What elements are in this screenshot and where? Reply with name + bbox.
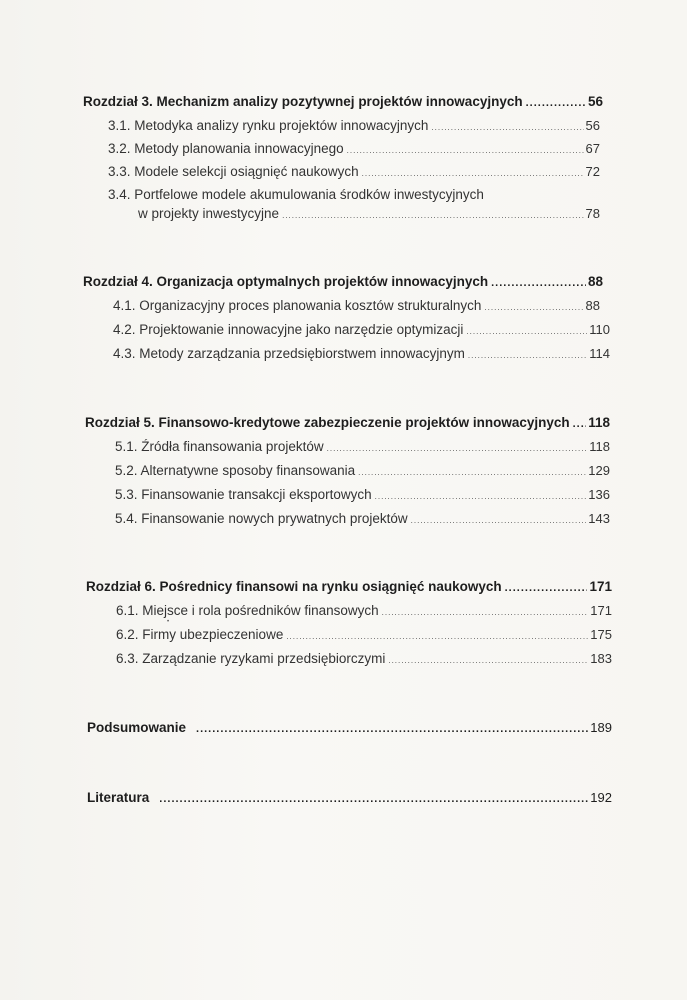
literature-title: Literatura <box>87 790 150 805</box>
dot-leader <box>431 123 583 132</box>
toc-section-6-2[interactable] <box>116 627 612 642</box>
section-title: 3.1. Metodyka analizy rynku projektów innowacyjnych <box>108 118 429 133</box>
toc-section-4-1[interactable] <box>113 298 600 313</box>
toc-chapter-3[interactable] <box>83 94 603 109</box>
toc-section-5-3[interactable] <box>115 487 610 502</box>
section-page: 183 <box>590 651 612 666</box>
section-title: 5.1. Źródła finansowania projektów <box>115 439 324 454</box>
dot-leader <box>159 793 588 805</box>
dot-leader <box>466 327 587 336</box>
section-page: 118 <box>589 439 610 454</box>
toc-section-4-2[interactable] <box>113 322 610 337</box>
toc-section-5-4[interactable] <box>115 511 610 526</box>
dot-leader <box>388 656 588 665</box>
chapter-page: 88 <box>587 274 603 289</box>
section-title: 6.1. Miejsce i rola pośredników finansowych <box>116 603 379 618</box>
section-page: 78 <box>585 206 600 221</box>
chapter-title: Rozdział 5. Finansowo-kredytowe zabezpieczenie projektów innowacyjnych <box>85 415 570 430</box>
section-title: 4.1. Organizacyjny proces planowania kosztów strukturalnych <box>113 298 482 313</box>
chapter-page: 171 <box>589 579 612 594</box>
section-page: 114 <box>589 346 610 361</box>
dot-leader <box>362 169 584 178</box>
section-page: 56 <box>585 118 600 133</box>
summary-page: 189 <box>590 720 612 735</box>
chapter-title: Rozdział 3. Mechanizm analizy pozytywnej projektów innowacyjnych <box>83 94 523 109</box>
dot-leader <box>491 277 586 289</box>
dot-leader <box>327 444 588 453</box>
section-page: 110 <box>589 322 610 337</box>
section-title-continuation: w projekty inwestycyjne <box>138 206 280 221</box>
toc-section-3-1[interactable] <box>108 118 600 133</box>
toc-chapter-4[interactable] <box>83 274 603 289</box>
section-title: 4.3. Metody zarządzania przedsiębiorstwem innowacyjnym <box>113 346 465 361</box>
section-title: 5.3. Finansowanie transakcji eksportowych <box>115 487 372 502</box>
dot-leader <box>382 608 589 617</box>
toc-section-6-3[interactable] <box>116 651 612 666</box>
toc-literature[interactable] <box>87 790 612 805</box>
toc-section-6-1[interactable] <box>116 603 612 618</box>
section-title: 4.2. Projektowanie innowacyjne jako narzędzie optymizacji <box>113 322 464 337</box>
dot-leader <box>347 146 584 155</box>
dot-leader <box>196 723 588 735</box>
toc-section-3-4[interactable] <box>138 206 600 221</box>
section-title: 5.2. Alternatywne sposoby finansowania <box>115 463 356 478</box>
chapter-page: 56 <box>587 94 603 109</box>
dot-leader <box>468 351 587 360</box>
toc-summary[interactable] <box>87 720 612 735</box>
dot-leader <box>375 492 587 501</box>
ink-dot: • <box>167 619 170 625</box>
chapter-title: Rozdział 4. Organizacja optymalnych projektów innowacyjnych <box>83 274 489 289</box>
section-page: 171 <box>590 603 612 618</box>
dot-leader <box>358 468 586 477</box>
chapter-page: 118 <box>588 415 610 430</box>
section-page: 143 <box>588 511 610 526</box>
section-title: 3.2. Metody planowania innowacyjnego <box>108 141 344 156</box>
dot-leader <box>484 303 583 312</box>
section-page: 136 <box>588 487 610 502</box>
dot-leader <box>411 516 587 525</box>
summary-title: Podsumowanie <box>87 720 187 735</box>
section-page: 129 <box>588 463 610 478</box>
dot-leader <box>573 418 587 430</box>
dot-leader <box>282 211 583 220</box>
toc-section-5-1[interactable] <box>115 439 610 454</box>
dot-leader <box>526 97 586 109</box>
section-title: 5.4. Finansowanie nowych prywatnych projektów <box>115 511 408 526</box>
toc-section-3-3[interactable] <box>108 164 600 179</box>
literature-page: 192 <box>590 790 612 805</box>
section-title: 6.2. Firmy ubezpieczeniowe <box>116 627 284 642</box>
section-page: 72 <box>585 164 600 179</box>
toc-section-5-2[interactable] <box>115 463 610 478</box>
toc-chapter-6[interactable] <box>86 579 612 594</box>
toc-section-4-3[interactable] <box>113 346 610 361</box>
dot-leader <box>505 582 588 594</box>
section-page: 67 <box>585 141 600 156</box>
chapter-title: Rozdział 6. Pośrednicy finansowi na rynku osiągnięć naukowych <box>86 579 502 594</box>
toc-section-3-2[interactable] <box>108 141 600 156</box>
toc-chapter-5[interactable] <box>85 415 610 430</box>
section-title: 3.3. Modele selekcji osiągnięć naukowych <box>108 164 359 179</box>
section-page: 175 <box>590 627 612 642</box>
section-page: 88 <box>585 298 600 313</box>
section-title: 6.3. Zarządzanie ryzykami przedsiębiorczymi <box>116 651 386 666</box>
dot-leader <box>286 632 588 641</box>
toc-section-3-4-first-line[interactable]: 3.4. Portfelowe modele akumulowania środków inwestycyjnych <box>108 187 484 202</box>
